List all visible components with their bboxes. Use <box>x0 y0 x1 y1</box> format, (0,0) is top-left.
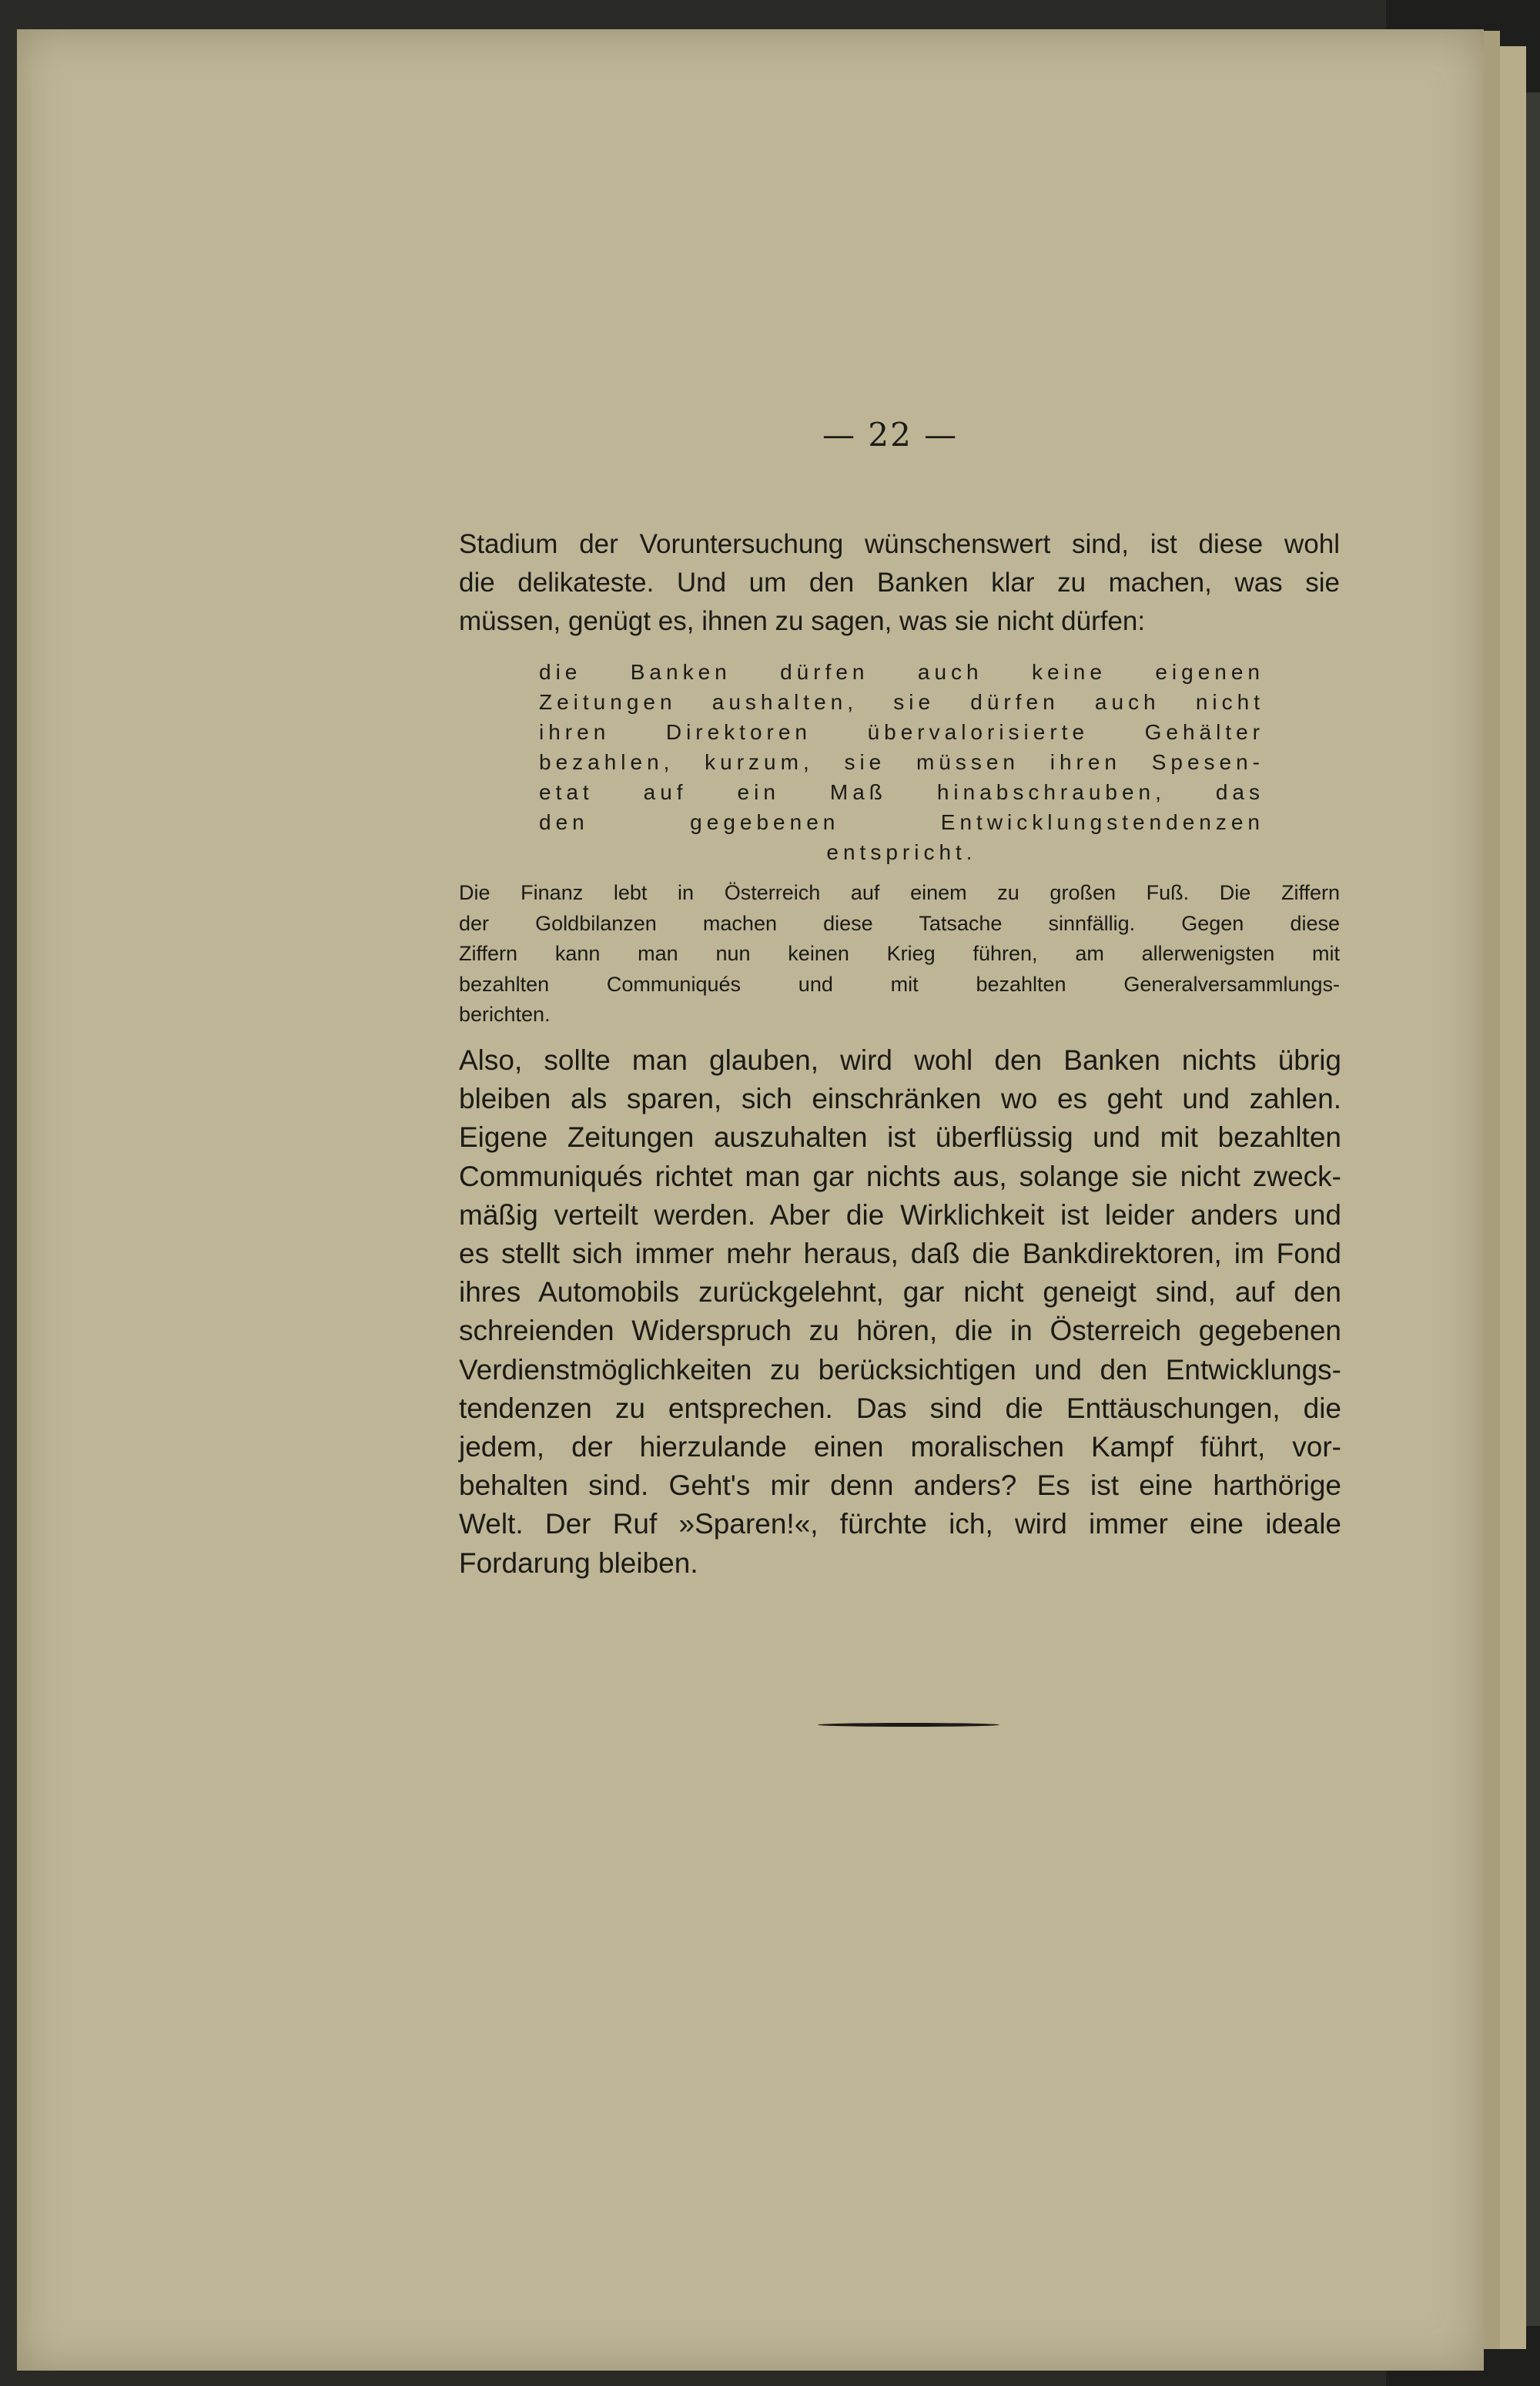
text-line: Communiqués richtet man gar nichts aus, solange sie nicht zweck- <box>459 1160 1341 1192</box>
text-line: jedem, der hierzulande einen moralischen Kampf führt, vor- <box>459 1431 1341 1463</box>
text-line: Eigene Zeitungen auszuhalten ist überflüssig und mit bezahlten <box>459 1121 1341 1154</box>
page-stack-edge <box>1498 46 1526 2349</box>
paragraph-small-print <box>459 878 1340 1030</box>
text-line: ihren Direktoren übervalorisierte Gehälter <box>539 720 1264 744</box>
text-line: Ziffern kann man nun keinen Krieg führen, am allerwenigsten mit <box>459 942 1340 965</box>
text-line: der Goldbilanzen machen diese Tatsache sinnfällig. Gegen diese <box>459 911 1340 935</box>
text-line: ihres Automobils zurückgelehnt, gar nicht geneigt sind, auf den <box>459 1276 1341 1309</box>
text-line: die Banken dürfen auch keine eigenen <box>539 660 1264 684</box>
text-line: Fordarung bleiben. <box>459 1547 698 1579</box>
text-line: etat auf ein Maß hinabschrauben, das <box>539 780 1264 804</box>
text-line: Welt. Der Ruf »Sparen!«, fürchte ich, wird immer eine ideale <box>459 1508 1341 1540</box>
text-line: bezahlen, kurzum, sie müssen ihren Spesen- <box>539 750 1264 774</box>
section-divider <box>818 1723 999 1727</box>
text-line: die delikateste. Und um den Banken klar zu machen, was sie <box>459 568 1340 598</box>
paragraph-intro <box>459 525 1340 641</box>
text-line: bleiben als sparen, sich einschränken wo es geht und zahlen. <box>459 1083 1341 1115</box>
text-line: berichten. <box>459 1003 551 1026</box>
text-line: es stellt sich immer mehr heraus, daß die Bankdirektoren, im Fond <box>459 1238 1341 1270</box>
text-line: tendenzen zu entsprechen. Das sind die Enttäuschungen, die <box>459 1392 1341 1424</box>
book-cover-edge <box>1525 92 1540 2326</box>
text-line: mäßig verteilt werden. Aber die Wirklichkeit ist leider anders und <box>459 1198 1341 1231</box>
text-line: Die Finanz lebt in Österreich auf einem zu großen Fuß. Die Ziffern <box>459 881 1340 904</box>
text-line: Stadium der Voruntersuchung wünschenswert sind, ist diese wohl <box>459 529 1340 559</box>
text-line: entspricht. <box>826 840 977 864</box>
page-number: — 22 — <box>822 416 959 454</box>
paragraph-main <box>459 1041 1341 1583</box>
text-line: den gegebenen Entwicklungstendenzen <box>539 810 1264 834</box>
text-line: Verdienstmöglichkeiten zu berücksichtigen und den Entwicklungs- <box>459 1353 1341 1386</box>
text-line: schreienden Widerspruch zu hören, die in Österreich gegebenen <box>459 1315 1341 1347</box>
paragraph-spaced-quote <box>539 657 1264 867</box>
text-line: Also, sollte man glauben, wird wohl den Banken nichts übrig <box>459 1044 1341 1076</box>
text-line: behalten sind. Geht's mir denn anders? Es ist eine harthörige <box>459 1469 1341 1502</box>
text-line: Zeitungen aushalten, sie dürfen auch nicht <box>539 690 1264 714</box>
text-line: bezahlten Communiqués und mit bezahlten Generalversammlungs- <box>459 972 1340 996</box>
text-line: müssen, genügt es, ihnen zu sagen, was sie nicht dürfen: <box>459 606 1146 636</box>
